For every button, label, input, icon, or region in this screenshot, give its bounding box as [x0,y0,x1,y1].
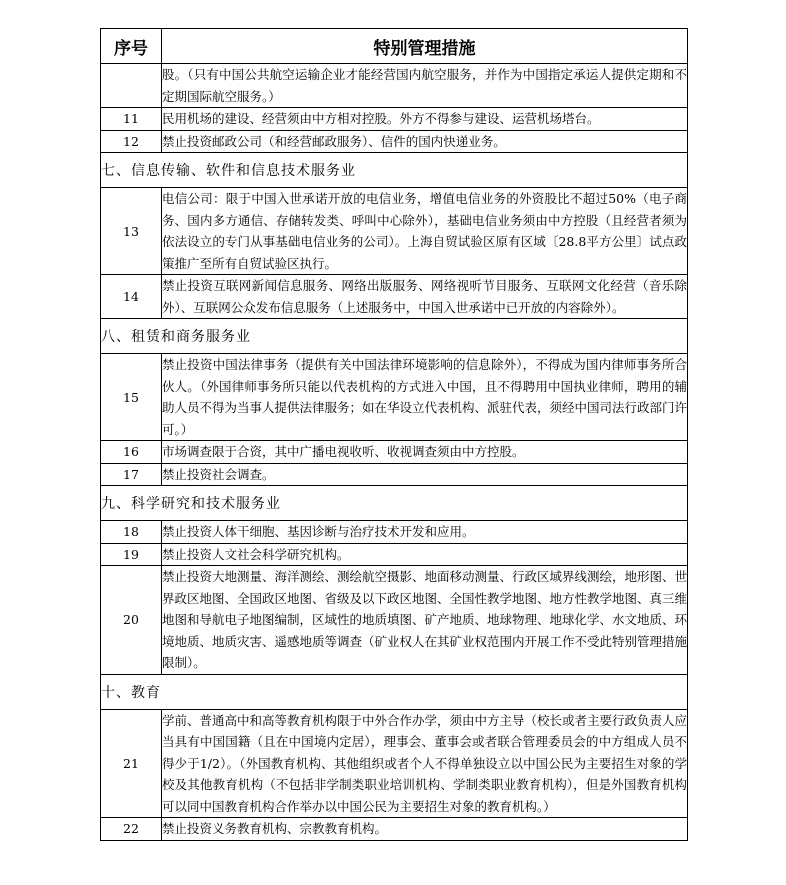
table-row [101,108,688,131]
row-number: 15 [101,354,162,441]
table-row [101,566,688,675]
table-body [101,64,688,841]
section-row [101,153,688,188]
table-row [101,354,688,441]
measure-text: 禁止投资大地测量、海洋测绘、测绘航空摄影、地面移动测量、行政区域界线测绘，地形图、世界政区地图、全国政区地图、省级及以下政区地图、全国性教学地图、地方性教学地图、真三维地图和导航电子地图编制，区域性的地质填图、矿产地质、地球物理、地球化学、水文地质、环境地质、地质灾害、遥感地质等调查（矿业权人在其矿业权范围内开展工作不受此特别管理措施限制）。 [162,566,688,675]
header-measures: 特别管理措施 [162,29,688,64]
table-row [101,463,688,486]
measures-table [100,28,688,841]
section-heading: 八、租赁和商务服务业 [101,319,688,354]
measure-text: 禁止投资社会调查。 [162,463,688,486]
measure-text: 学前、普通高中和高等教育机构限于中外合作办学，须由中方主导（校长或者主要行政负责人应当具有中国国籍（且在中国境内定居），理事会、董事会或者联合管理委员会的中方组成人员不得少于1/2）。（外国教育机构、其他组织或者个人不得单独设立以中国公民为主要招生对象的学校及其他教育机构（不包括非学制类职业培训机构、学制类职业教育机构），但是外国教育机构可以同中国教育机构合作举办以中国公民为主要招生对象的教育机构。） [162,709,688,818]
row-number: 21 [101,709,162,818]
row-number: 16 [101,441,162,464]
table-row [101,521,688,544]
table-row [101,130,688,153]
measure-text: 股。（只有中国公共航空运输企业才能经营国内航空服务，并作为中国指定承运人提供定期和不定期国际航空服务。） [162,64,688,108]
measure-text: 禁止投资中国法律事务（提供有关中国法律环境影响的信息除外），不得成为国内律师事务所合伙人。（外国律师事务所只能以代表机构的方式进入中国，且不得聘用中国执业律师，聘用的辅助人员不得为当事人提供法律服务；如在华设立代表机构、派驻代表，须经中国司法行政部门许可。） [162,354,688,441]
section-heading: 十、教育 [101,674,688,709]
row-number: 19 [101,543,162,566]
measure-text: 禁止投资义务教育机构、宗教教育机构。 [162,818,688,841]
section-heading: 七、信息传输、软件和信息技术服务业 [101,153,688,188]
row-number: 13 [101,188,162,275]
section-row [101,674,688,709]
row-number: 12 [101,130,162,153]
table-row [101,441,688,464]
table-row [101,543,688,566]
measure-text: 市场调查限于合资，其中广播电视收听、收视调查须由中方控股。 [162,441,688,464]
measure-text: 禁止投资邮政公司（和经营邮政服务）、信件的国内快递业务。 [162,130,688,153]
row-number: 11 [101,108,162,131]
row-number: 18 [101,521,162,544]
row-number: 14 [101,275,162,319]
row-number: 22 [101,818,162,841]
section-row [101,319,688,354]
measure-text: 民用机场的建设、经营须由中方相对控股。外方不得参与建设、运营机场塔台。 [162,108,688,131]
measure-text: 电信公司：限于中国入世承诺开放的电信业务，增值电信业务的外资股比不超过50%（电子商务、国内多方通信、存储转发类、呼叫中心除外），基础电信业务须由中方控股（且经营者须为依法设立的专门从事基础电信业务的公司）。上海自贸试验区原有区域〔28.8平方公里〕试点政策推广至所有自贸试验区执行。 [162,188,688,275]
row-number [101,64,162,108]
table-row [101,818,688,841]
row-number: 20 [101,566,162,675]
measure-text: 禁止投资互联网新闻信息服务、网络出版服务、网络视听节目服务、互联网文化经营（音乐除外）、互联网公众发布信息服务（上述服务中，中国入世承诺中已开放的内容除外）。 [162,275,688,319]
table-row [101,188,688,275]
table-row [101,275,688,319]
measure-text: 禁止投资人体干细胞、基因诊断与治疗技术开发和应用。 [162,521,688,544]
table-row [101,709,688,818]
section-row [101,486,688,521]
measure-text: 禁止投资人文社会科学研究机构。 [162,543,688,566]
table-row [101,64,688,108]
section-heading: 九、科学研究和技术服务业 [101,486,688,521]
header-index: 序号 [101,29,162,64]
table-header-row [101,29,688,64]
row-number: 17 [101,463,162,486]
